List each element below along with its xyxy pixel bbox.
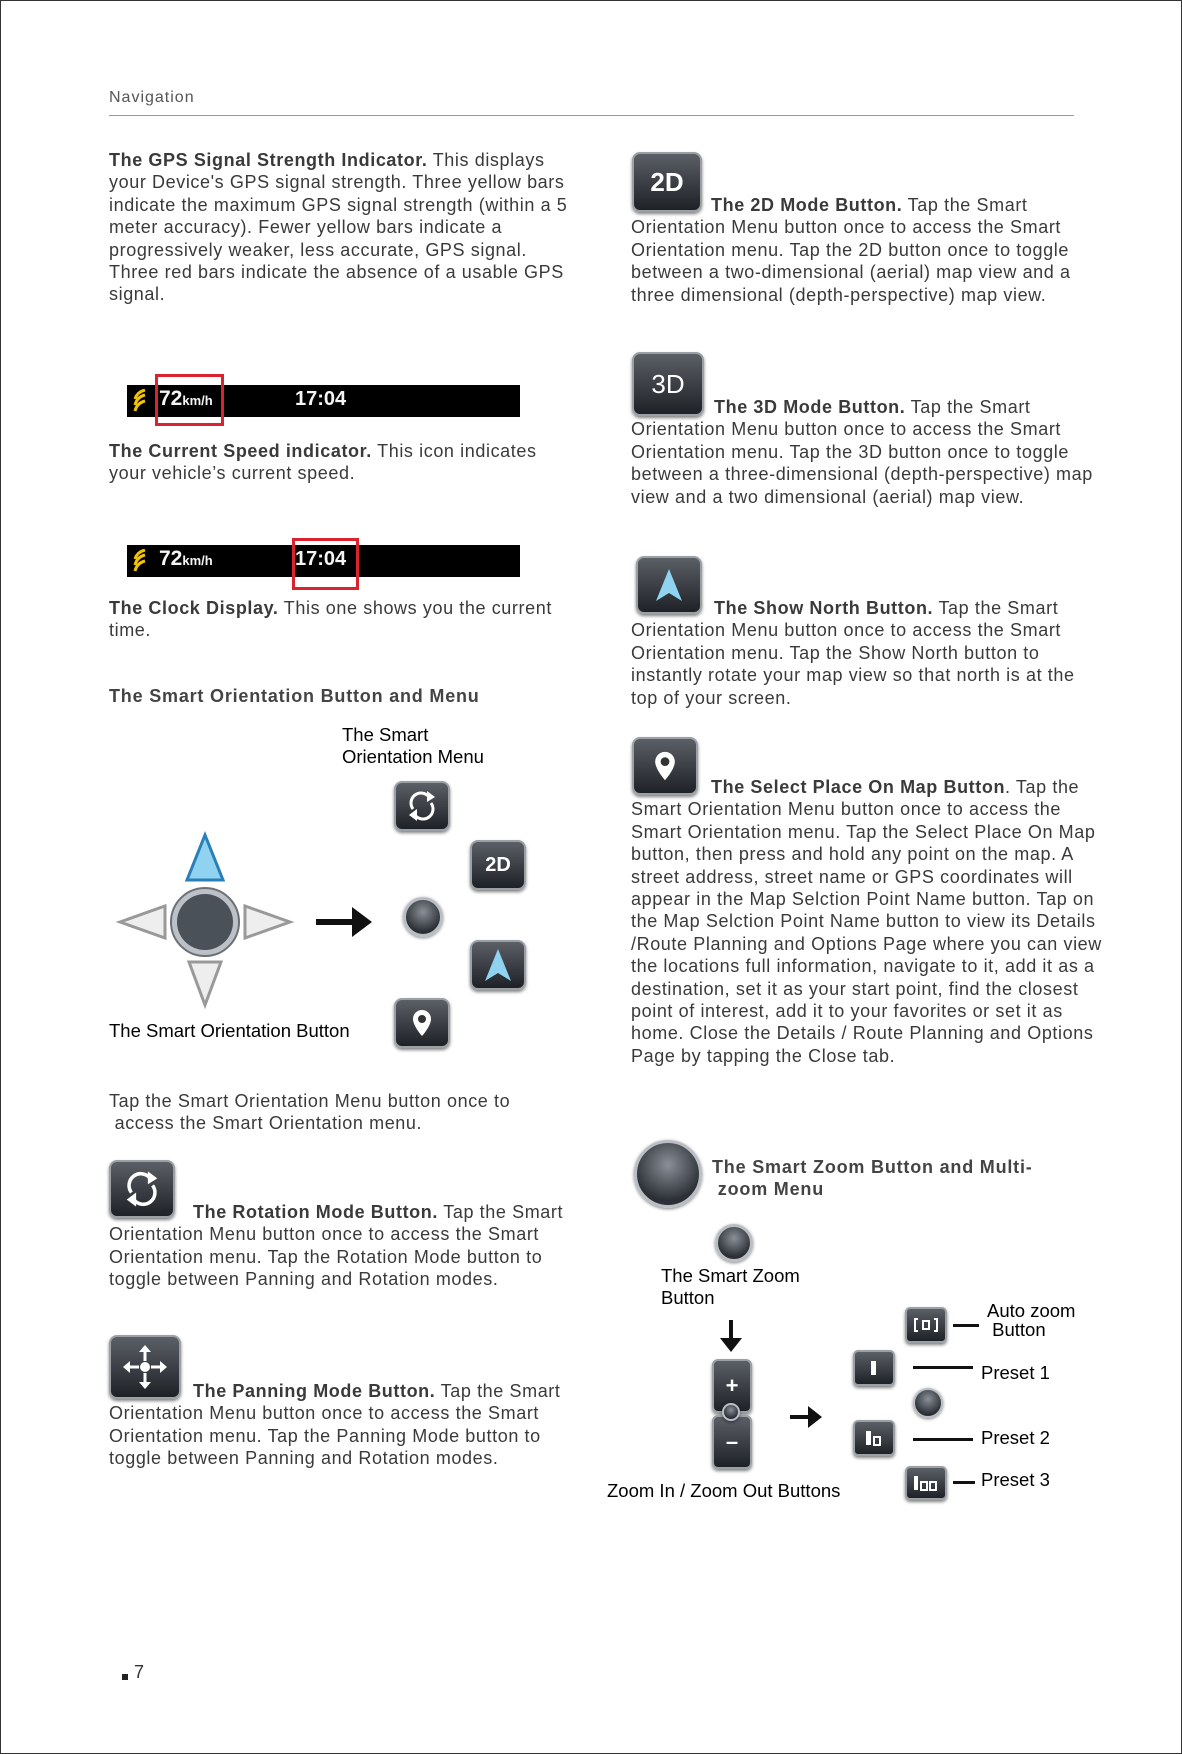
gps-signal-icon	[133, 389, 155, 413]
preset-3-icon	[913, 1475, 939, 1491]
clock-display-title: The Clock Display.	[109, 598, 279, 618]
rotation-mode-title: The Rotation Mode Button.	[193, 1202, 438, 1222]
preset-1-leader-line	[913, 1366, 973, 1369]
2d-mode-text: Tap the Smart Orientation Menu button once to access the Smart Orientation menu. Tap the 2D button once to toggle between a two-dimensional (aerial) map view and a three dimensional (depth-perspective) map view.	[631, 195, 1071, 305]
preset-3-leader-line	[953, 1481, 975, 1484]
select-place-text: . Tap the Smart Orientation Menu button once to access the Smart Orientation menu. Tap the Select Place On Map button, then press and hold any point on the map. A street address, street name or GPS coordinates will appear in the Map Selction Point Name button. Tap on the Map Selction Point Name button to view its Details /Route Planning and Options Page where you can view the locations full information, navigate to it, add it as a destination, set it as your start point, find the closest point of interest, add it to your favorites or set it as home. Close the Details / Route Planning and Options Page by tapping the Close tab.	[631, 777, 1102, 1066]
smart-zoom-button[interactable]	[715, 1224, 753, 1262]
arrow-right-icon	[316, 905, 372, 939]
preset-2-label: Preset 2	[981, 1427, 1050, 1448]
smart-zoom-heading: The Smart Zoom Button and Multi- zoom Menu	[712, 1157, 1033, 1199]
preset-1-icon	[864, 1360, 884, 1376]
speed-readout: 72km/h	[159, 547, 213, 570]
north-arrow-icon	[485, 949, 511, 981]
select-place-title: The Select Place On Map Button	[711, 777, 1006, 797]
multi-zoom-center-button[interactable]	[913, 1388, 943, 1418]
clock-readout: 17:04	[295, 388, 347, 410]
zoom-buttons-label: Zoom In / Zoom Out Buttons	[607, 1480, 841, 1501]
smart-orientation-heading: The Smart Orientation Button and Menu	[109, 686, 480, 706]
gps-indicator-title: The GPS Signal Strength Indicator.	[109, 150, 428, 170]
rotation-mode-text: Tap the Smart Orientation Menu button once to access the Smart Orientation menu. Tap the Rotation Mode button to toggle between Panning and Rotation modes.	[109, 1202, 564, 1290]
gps-signal-icon	[133, 549, 155, 573]
auto-zoom-icon	[914, 1317, 938, 1333]
tap-instructions: Tap the Smart Orientation Menu button once to access the Smart Orientation menu.	[109, 1091, 511, 1134]
preset-2-icon	[863, 1430, 885, 1446]
smart-zoom-button-large[interactable]	[634, 1140, 702, 1208]
show-north-text: Tap the Smart Orientation Menu button once to access the Smart Orientation menu. Tap the Show North button to instantly rotate your map view so that north is at the top of your screen.	[631, 598, 1075, 708]
speed-indicator-text: This icon indicates your vehicle’s current speed.	[109, 441, 537, 484]
section-title: Navigation	[109, 89, 195, 106]
preset-3-label: Preset 3	[981, 1469, 1050, 1490]
smart-orientation-dpad-icon	[115, 830, 295, 1010]
preset-1-button[interactable]	[853, 1350, 895, 1386]
arrow-down-icon	[720, 1320, 742, 1352]
gps-indicator-text: This displays your Device's GPS signal strength. Three yellow bars indicate the maximum GPS signal strength (within a 5 meter accuracy). Fewer yellow bars indicate a progressively weaker, less accurate, GPS signal. Three red bars indicate the absence of a usable GPS signal.	[109, 150, 568, 305]
speed-indicator-paragraph	[109, 440, 569, 485]
smart-zoom-label: The Smart Zoom Button	[661, 1265, 800, 1308]
speed-readout: 72km/h	[159, 387, 213, 410]
speed-indicator-title: The Current Speed indicator.	[109, 441, 372, 461]
zoom-in-out-buttons	[712, 1359, 752, 1469]
arrow-right-icon	[790, 1406, 822, 1428]
show-north-paragraph	[631, 597, 1101, 709]
auto-zoom-button[interactable]	[905, 1307, 947, 1343]
clock-readout: 17:04	[295, 548, 347, 570]
select-place-button[interactable]	[394, 998, 450, 1048]
2d-mode-paragraph	[631, 194, 1101, 306]
clock-display-text: This one shows you the current time.	[109, 598, 552, 641]
header-divider	[109, 115, 1074, 116]
panning-mode-paragraph	[109, 1380, 569, 1470]
panning-mode-title: The Panning Mode Button.	[193, 1381, 436, 1401]
page-number-bullet	[122, 1674, 128, 1680]
3d-mode-icon-button[interactable]: 3D	[632, 352, 704, 416]
2d-mode-title: The 2D Mode Button.	[711, 195, 903, 215]
smart-orientation-button-label: The Smart Orientation Button	[109, 1020, 350, 1041]
preset-3-button[interactable]	[905, 1466, 947, 1500]
gps-indicator-paragraph	[109, 149, 569, 306]
rotation-icon	[405, 789, 439, 823]
show-north-button[interactable]	[470, 940, 526, 990]
3d-mode-text: Tap the Smart Orientation Menu button once to access the Smart Orientation menu. Tap the 3D button once to toggle between a three-dimensional (depth-perspective) map view and a two dimensional (aerial) map view.	[631, 397, 1093, 507]
map-pin-icon	[411, 1009, 433, 1037]
speed-highlight-box	[155, 374, 224, 426]
clock-display-paragraph	[109, 597, 569, 642]
2d-mode-icon-button[interactable]: 2D	[632, 152, 702, 212]
auto-zoom-leader-line	[953, 1324, 979, 1327]
preset-2-leader-line	[913, 1438, 973, 1441]
zoom-slider-knob[interactable]	[722, 1403, 740, 1421]
rotation-mode-button[interactable]	[394, 781, 450, 831]
page-number: 7	[134, 1662, 145, 1682]
menu-label: The Smart Orientation Menu	[342, 724, 484, 767]
zoom-in-button[interactable]: +	[712, 1359, 752, 1413]
clock-highlight-box	[292, 538, 359, 590]
3d-mode-paragraph	[631, 396, 1101, 508]
smart-orientation-button[interactable]	[403, 897, 443, 937]
show-north-title: The Show North Button.	[714, 598, 934, 618]
zoom-out-button[interactable]: –	[712, 1415, 752, 1469]
3d-mode-title: The 3D Mode Button.	[714, 397, 906, 417]
preset-2-button[interactable]	[853, 1420, 895, 1456]
2d-mode-button[interactable]: 2D	[470, 840, 526, 890]
rotation-mode-paragraph	[109, 1201, 569, 1291]
select-place-paragraph	[631, 776, 1111, 1067]
auto-zoom-label: Auto zoom Button	[987, 1300, 1076, 1340]
preset-1-label: Preset 1	[981, 1362, 1050, 1383]
panning-mode-text: Tap the Smart Orientation Menu button once to access the Smart Orientation menu. Tap the Panning Mode button to toggle between Panning and Rotation modes.	[109, 1381, 561, 1469]
